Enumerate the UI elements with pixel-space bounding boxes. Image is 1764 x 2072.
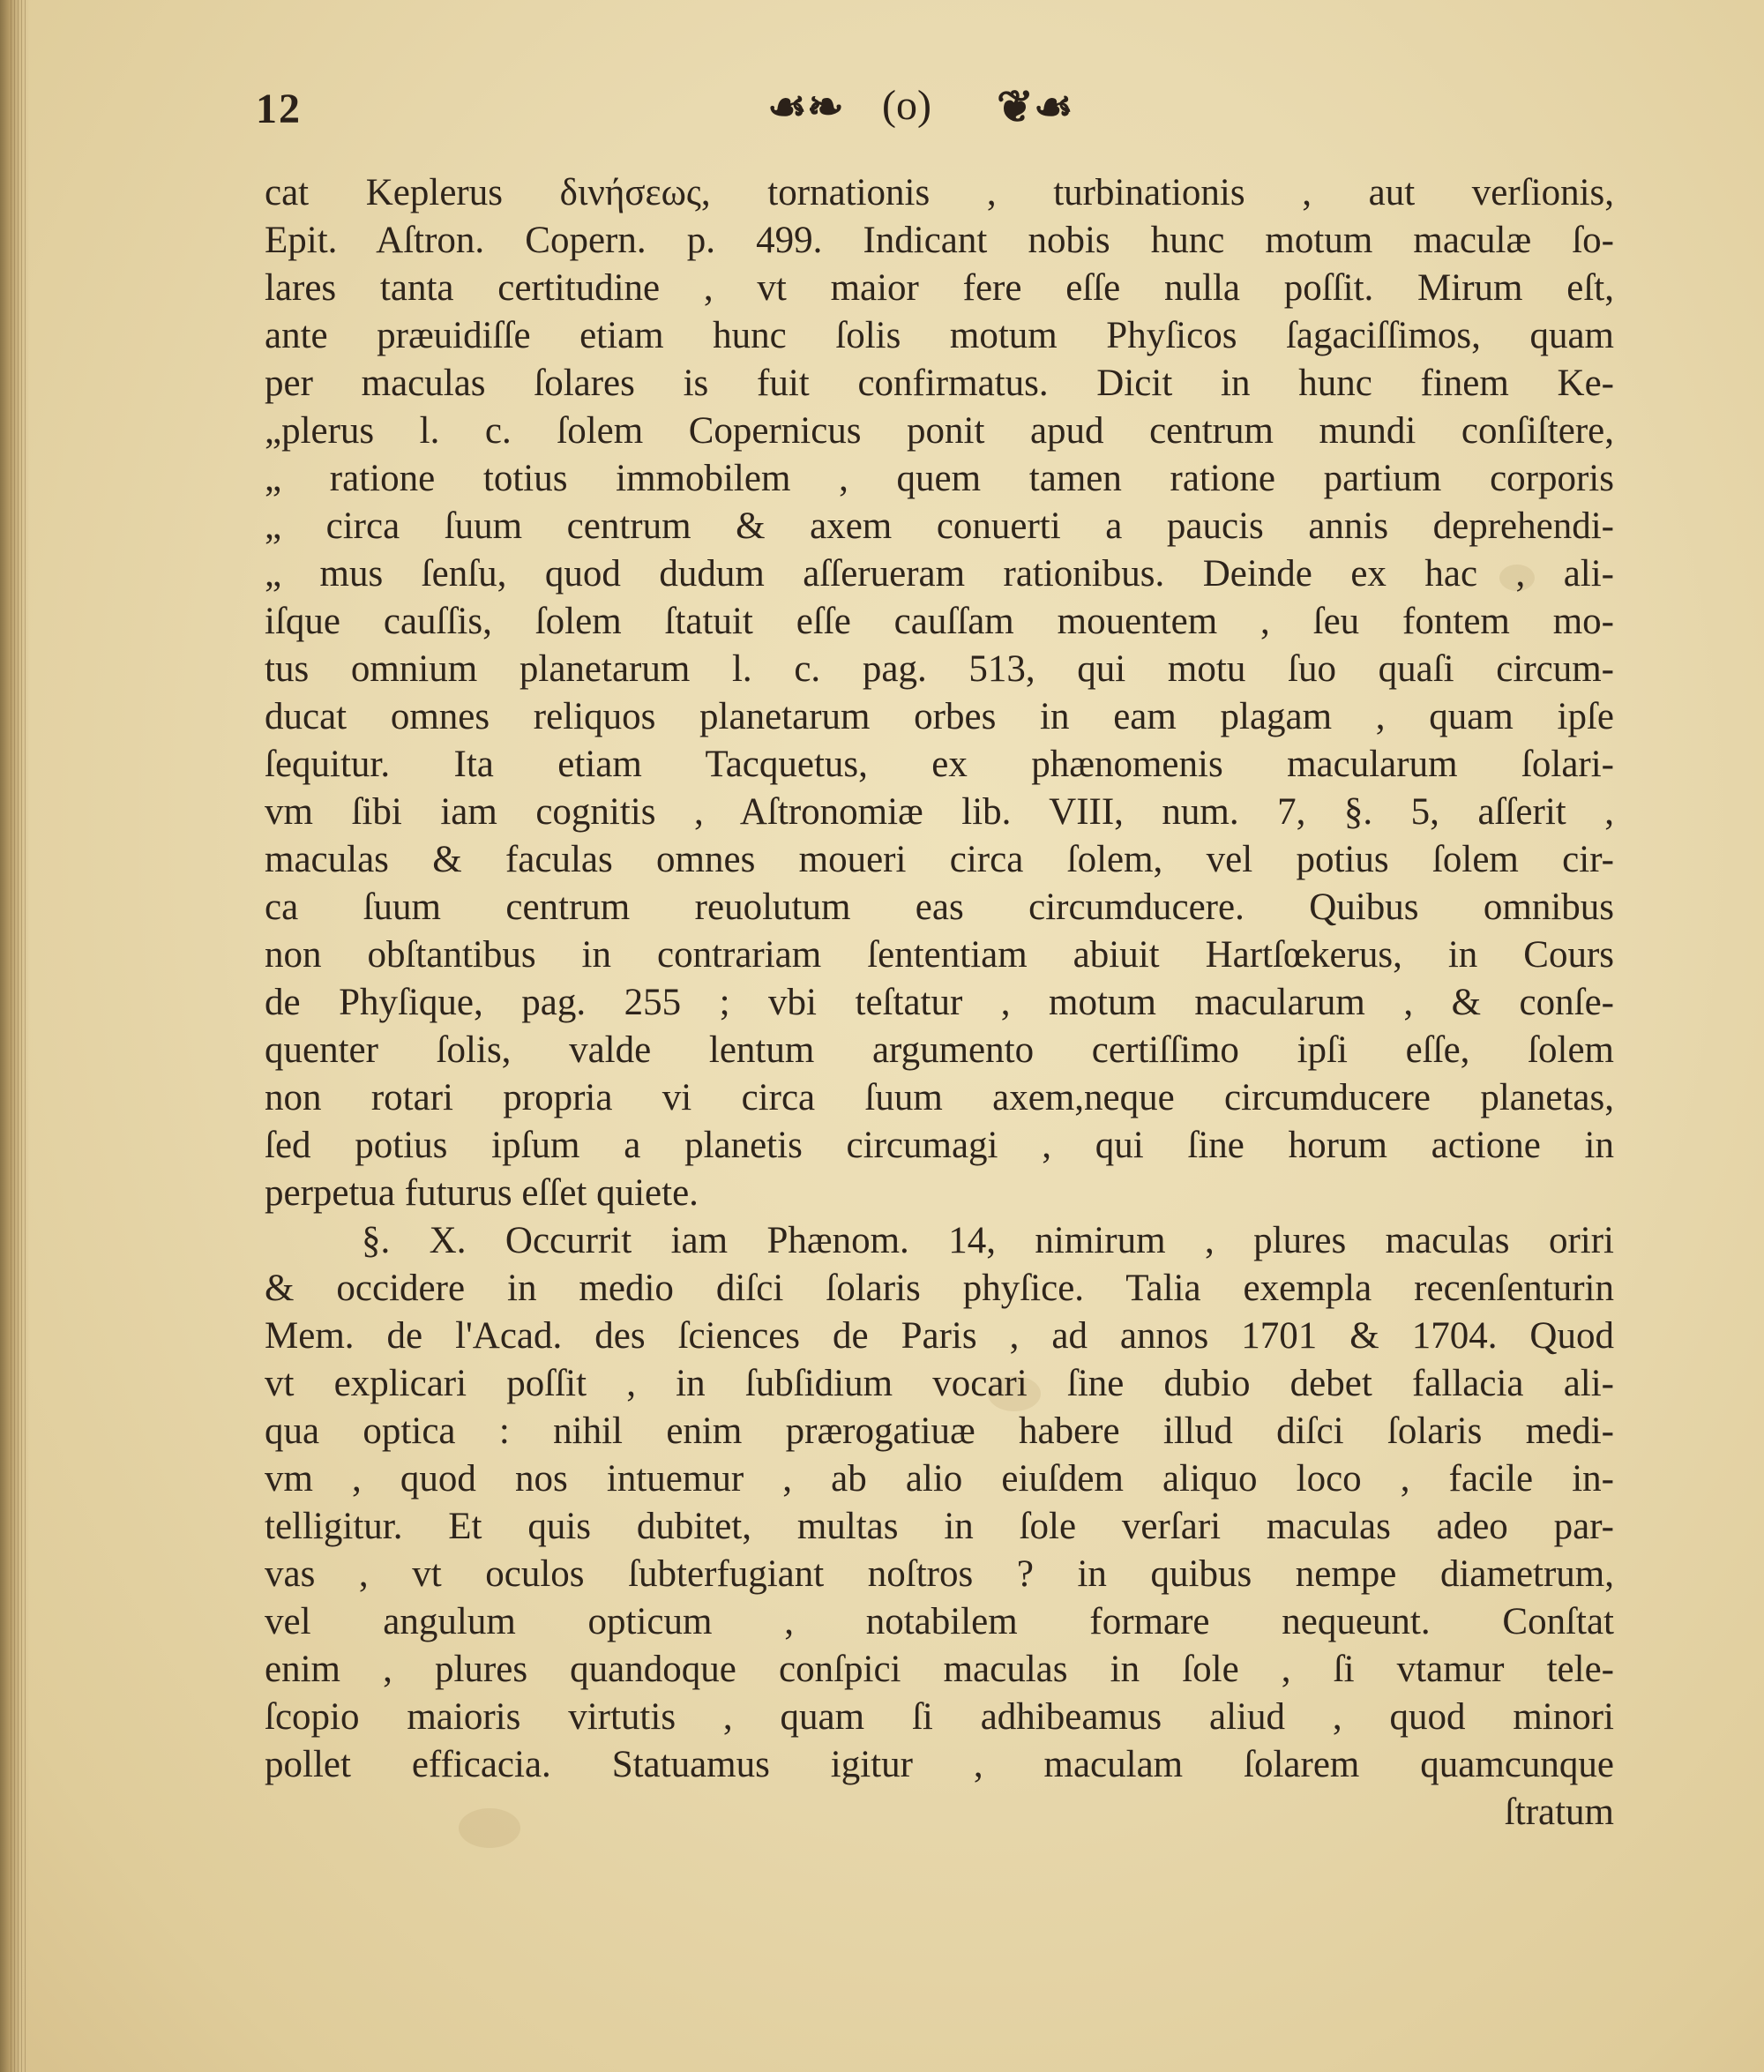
page-number: 12 bbox=[256, 86, 302, 132]
text-line: cat Keplerus δινήσεως, tornationis , turbinationis , aut verſionis, bbox=[265, 172, 1614, 213]
text-line: ante præuidiſſe etiam hunc ſolis motum Phyſicos ſagaciſſimos, quam bbox=[265, 315, 1614, 356]
text-line: vm ſibi iam cognitis , Aſtronomiæ lib. VIII, num. 7, §. 5, aſſerit , bbox=[265, 791, 1614, 833]
text-line: ſequitur. Ita etiam Tacquetus, ex phænomenis macularum ſolari- bbox=[265, 744, 1614, 785]
catchword: ſtratum bbox=[1504, 1791, 1614, 1833]
text-line: per maculas ſolares is fuit confirmatus. Dicit in hunc finem Ke- bbox=[265, 363, 1614, 404]
text-line: „ circa ſuum centrum & axem conuerti a paucis annis deprehendi- bbox=[265, 505, 1614, 547]
text-line: telligitur. Et quis dubitet, multas in ſole verſari maculas adeo par- bbox=[265, 1506, 1614, 1547]
left-ornament-icon: ☙❧ bbox=[767, 82, 844, 131]
text-line: non obſtantibus in contrariam ſententiam abiuit Hartſœkerus, in Cours bbox=[265, 934, 1614, 976]
right-ornament-icon: ❦☙ bbox=[997, 82, 1073, 131]
text-line: tus omnium planetarum l. c. pag. 513, qui motu ſuo quaſi circum- bbox=[265, 648, 1614, 690]
text-line: „ ratione totius immobilem , quem tamen ratione partium corporis bbox=[265, 458, 1614, 499]
text-line: enim , plures quandoque conſpici maculas in ſole , ſi vtamur tele- bbox=[265, 1649, 1614, 1690]
text-line: ſcopio maioris virtutis , quam ſi adhibeamus aliud , quod minori bbox=[265, 1696, 1614, 1738]
text-line: „ mus ſenſu, quod dudum aſſerueram rationibus. Deinde ex hac , ali- bbox=[265, 553, 1614, 595]
text-line: perpetua futurus eſſet quiete. bbox=[265, 1172, 699, 1214]
running-head bbox=[256, 76, 1579, 146]
text-line: vm , quod nos intuemur , ab alio eiuſdem aliquo loco , facile in- bbox=[265, 1458, 1614, 1500]
text-line: Mem. de l'Acad. des ſciences de Paris , ad annos 1701 & 1704. Quod bbox=[265, 1315, 1614, 1357]
text-line: pollet efficacia. Statuamus igitur , maculam ſolarem quamcunque bbox=[265, 1744, 1614, 1785]
body-text bbox=[265, 169, 1614, 1836]
text-line: ducat omnes reliquos planetarum orbes in eam plagam , quam ipſe bbox=[265, 696, 1614, 737]
text-line: maculas & faculas omnes moueri circa ſolem, vel potius ſolem cir- bbox=[265, 839, 1614, 880]
text-line: lares tanta certitudine , vt maior fere eſſe nulla poſſit. Mirum eſt, bbox=[265, 267, 1614, 309]
stacked-page-edges bbox=[11, 0, 28, 2072]
text-line: non rotari propria vi circa ſuum axem,neque circumducere planetas, bbox=[265, 1077, 1614, 1118]
text-line: vt explicari poſſit , in ſubſidium vocari ſine dubio debet fallacia ali- bbox=[265, 1363, 1614, 1404]
text-line: vel angulum opticum , notabilem formare nequeunt. Conſtat bbox=[265, 1601, 1614, 1642]
text-line: & occidere in medio diſci ſolaris phyſice. Talia exempla recenſenturin bbox=[265, 1268, 1614, 1309]
text-line: de Phyſique, pag. 255 ; vbi teſtatur , motum macularum , & conſe- bbox=[265, 982, 1614, 1023]
text-line: iſque cauſſis, ſolem ſtatuit eſſe cauſſam mouentem , ſeu fontem mo- bbox=[265, 601, 1614, 642]
text-line: ſed potius ipſum a planetis circumagi , qui ſine horum actione in bbox=[265, 1125, 1614, 1166]
text-line: qua optica : nihil enim prærogatiuæ habere illud diſci ſolaris medi- bbox=[265, 1410, 1614, 1452]
text-line: §. X. Occurrit iam Phænom. 14, nimirum , plures maculas oriri bbox=[362, 1220, 1614, 1261]
text-line: „plerus l. c. ſolem Copernicus ponit apud centrum mundi conſiſtere, bbox=[265, 410, 1614, 452]
running-head-mark: (o) bbox=[882, 82, 931, 129]
text-line: Epit. Aſtron. Copern. p. 499. Indicant nobis hunc motum maculæ ſo- bbox=[265, 220, 1614, 261]
text-line: quenter ſolis, valde lentum argumento certiſſimo ipſi eſſe, ſolem bbox=[265, 1029, 1614, 1071]
text-line: vas , vt oculos ſubterfugiant noſtros ? in quibus nempe diametrum, bbox=[265, 1553, 1614, 1595]
text-line: ca ſuum centrum reuolutum eas circumducere. Quibus omnibus bbox=[265, 886, 1614, 928]
